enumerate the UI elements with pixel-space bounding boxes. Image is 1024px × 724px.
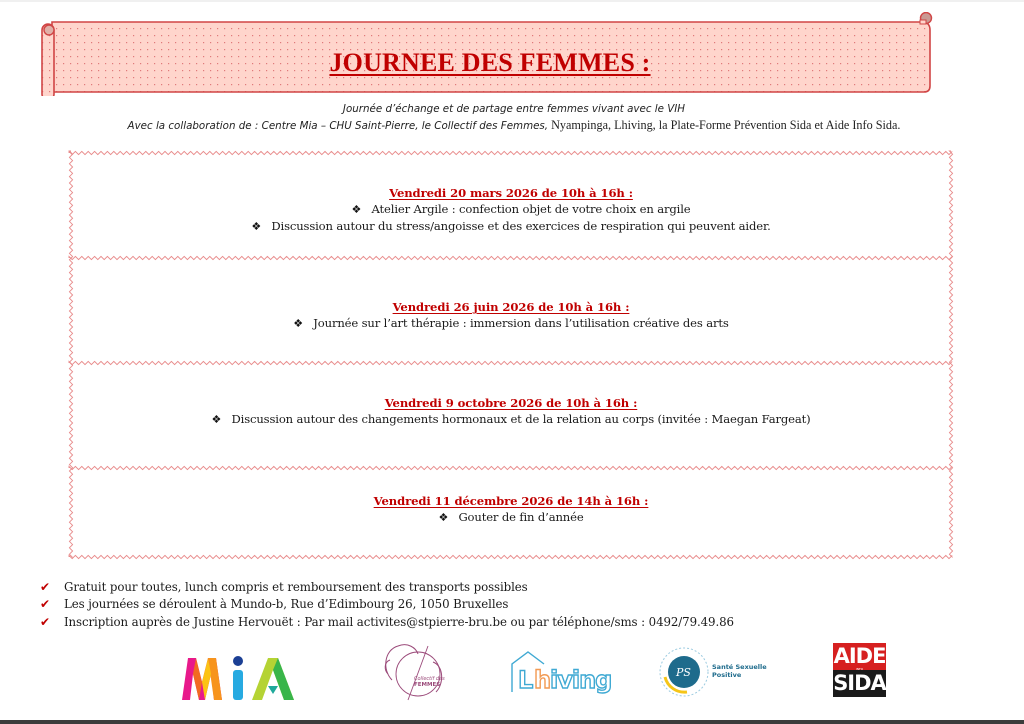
session-date: Vendredi 20 mars 2026 de 10h à 16h : (389, 186, 633, 200)
sessions-frame (68, 150, 954, 560)
info-text: Inscription auprès de Justine Hervouët : Par mail activites@stpierre-bru.be ou par téléphone/sms : 0492/79.49.86 (64, 614, 734, 629)
aide-info-sida-logo (833, 643, 886, 697)
event-subtitle: Journée d’échange et de partage entre femmes vivant avec le VIH (342, 103, 686, 115)
session-item (68, 509, 954, 526)
info-item (40, 613, 734, 631)
frame-bottom-border (69, 555, 952, 558)
diamond-bullet-icon: ❖ (251, 220, 262, 233)
info-item (40, 596, 734, 614)
aide-logo-info: INFO (855, 667, 864, 671)
collaboration-partners-italic: Avec la collaboration de : Centre Mia – CHU Saint-Pierre, le Collectif des Femmes, (127, 120, 549, 132)
collectif-des-femmes-logo (378, 640, 450, 702)
info-text: Gratuit pour toutes, lunch compris et remboursement des transports possibles (64, 579, 528, 594)
checkmark-icon: ✔ (40, 597, 51, 612)
lhiving-logo (510, 648, 625, 694)
info-item (40, 578, 734, 596)
pps-tagline-line2: Positive (712, 671, 742, 679)
session-item-text: Journée sur l’art thérapie : immersion dans l’utilisation créative des arts (313, 316, 729, 330)
aide-logo-top: AIDE (833, 644, 886, 668)
diamond-bullet-icon: ❖ (293, 317, 304, 330)
collaboration-partners-roman: Nyampinga, Lhiving, la Plate-Forme Prévention Sida et Aide Info Sida. (548, 118, 901, 132)
diamond-bullet-icon: ❖ (211, 413, 222, 426)
svg-text:L: L (518, 666, 533, 694)
page-top-edge (0, 0, 1024, 2)
practical-info-list (40, 578, 734, 631)
checkmark-icon: ✔ (40, 579, 51, 594)
svg-text:PS: PS (676, 666, 691, 679)
session-date: Vendredi 9 octobre 2026 de 10h à 16h : (384, 396, 638, 410)
svg-text:h: h (534, 666, 552, 694)
session-1 (68, 182, 954, 235)
session-item (68, 411, 954, 428)
plateforme-prevention-sida-logo (657, 645, 777, 700)
info-text: Les journées se déroulent à Mundo-b, Rue d’Edimbourg 26, 1050 Bruxelles (64, 597, 509, 612)
session-item (68, 315, 954, 332)
session-item (68, 218, 954, 235)
mia-logo (180, 652, 320, 704)
session-item-text: Gouter de fin d’année (458, 510, 584, 524)
session-2 (68, 296, 954, 332)
bottom-edge-bar (0, 720, 1024, 724)
frame-top-border (69, 151, 952, 154)
svg-text:FEMMES: FEMMES (414, 682, 441, 688)
svg-text:iving: iving (550, 666, 612, 694)
session-divider (69, 466, 952, 469)
svg-text:Collectif des: Collectif des (414, 676, 445, 682)
session-3 (68, 392, 954, 428)
title-banner (40, 12, 940, 96)
session-date: Vendredi 11 décembre 2026 de 14h à 16h : (373, 494, 649, 508)
diamond-bullet-icon: ❖ (351, 203, 362, 216)
page-title: JOURNEE DES FEMMES : (329, 48, 651, 77)
session-divider (69, 256, 952, 259)
checkmark-icon: ✔ (40, 614, 51, 629)
session-item (68, 201, 954, 218)
session-divider (69, 361, 952, 364)
session-item-text: Atelier Argile : confection objet de votre choix en argile (371, 202, 691, 216)
collaboration-line (0, 118, 1024, 133)
session-item-text: Discussion autour des changements hormonaux et de la relation au corps (invitée : Maegan Fargeat) (231, 412, 811, 426)
session-item-text: Discussion autour du stress/angoisse et des exercices de respiration qui peuvent aider. (271, 219, 771, 233)
session-4 (68, 490, 954, 526)
aide-logo-bottom: SIDA (833, 671, 886, 695)
diamond-bullet-icon: ❖ (438, 511, 449, 524)
session-date: Vendredi 26 juin 2026 de 10h à 16h : (392, 300, 630, 314)
pps-tagline-line1: Santé Sexuelle (712, 663, 767, 671)
pps-tagline (712, 663, 767, 679)
